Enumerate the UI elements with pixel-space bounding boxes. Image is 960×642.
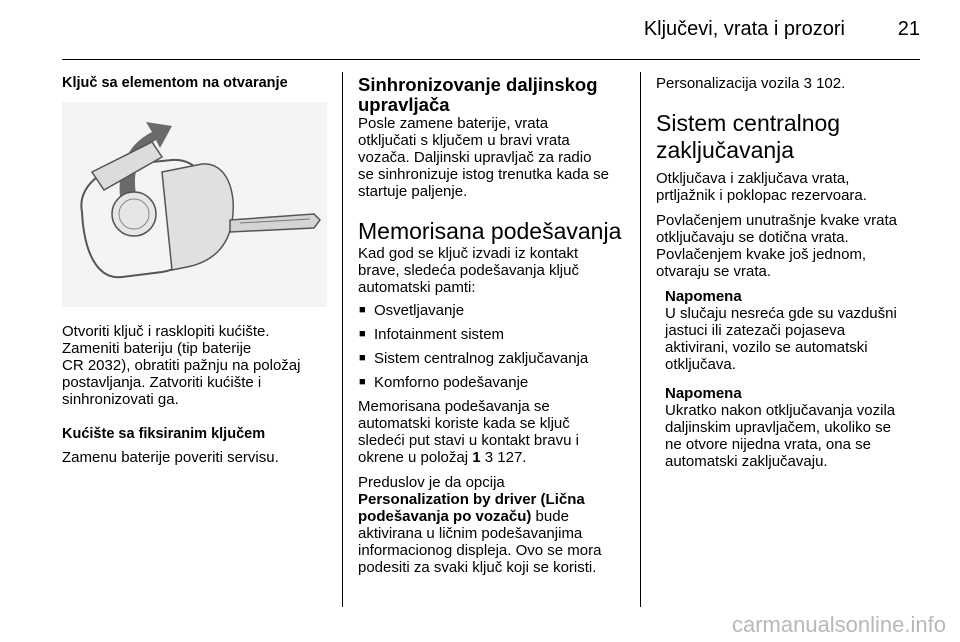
section-heading-memorized-settings: Memorisana podešavanja xyxy=(358,218,622,244)
memorized-settings-list xyxy=(358,302,626,391)
page-reference: 3 127. xyxy=(484,449,527,466)
column-2 xyxy=(358,75,626,576)
header-rule xyxy=(62,59,920,60)
column-1 xyxy=(62,75,327,466)
header-title: Ključevi, vrata i prozori xyxy=(643,18,845,40)
paragraph-battery-replacement: Otvoriti ključ i rasklopiti kućište. Zameniti bateriju (tip baterije CR 2032), obratiti pažnju na položaj postavljanja. Zatvoriti kućište i sinhronizovati ga. xyxy=(62,323,301,408)
column-divider-2 xyxy=(640,72,641,607)
note-airbag: Napomena U slučaju nesreća gde su vazdušni jastuci ili zatezači pojaseva aktivirani, vozilo se automatski otključava. xyxy=(665,288,897,373)
paragraph-central-locking: Otključava i zaključava vrata, prtljažnik i poklopac rezervoara. xyxy=(656,170,867,204)
paragraph-precondition: Preduslov je da opcija Personalization by driver (Lična podešavanja po vozaču) bude aktivirana u ličnim podešavanjima informacionog displeja. Ovo se mora podesiti za svaki ključ koji se koristi. xyxy=(358,474,602,576)
note-auto-relock: Napomena Ukratko nakon otključavanja vozila daljinskim upravljačem, ukoliko se ne otvore nijedna vrata, ona se automatski zaključavaju. xyxy=(665,385,896,470)
list-item: ■ Sistem centralnog zaključavanja xyxy=(358,350,626,367)
section-heading-fixed-key: Kućište sa fiksiranim ključem xyxy=(62,426,266,442)
page-header xyxy=(0,0,960,60)
paragraph-memorized-intro: Kad god se ključ izvadi iz kontakt brave, sledeća podešavanja ključ automatski pamti: xyxy=(358,245,579,296)
paragraph-service: Zamenu baterije poveriti servisu. xyxy=(62,449,279,466)
key-battery-illustration xyxy=(62,102,327,307)
list-item: ■ Komforno podešavanje xyxy=(358,374,626,391)
column-divider-1 xyxy=(342,72,343,607)
list-item: ■ Osvetljavanje xyxy=(358,302,626,319)
paragraph-door-handle: Povlačenjem unutrašnje kvake vrata otključavaju se dotična vrata. Povlačenjem kvake još jednom, otvaraju se vrata. xyxy=(656,212,897,280)
paragraph-memorized-usage: Memorisana podešavanja se automatski koriste kada se ključ sledeći put stavi u kontakt bravu i okrene u položaj 1 3 127. xyxy=(358,398,579,466)
paragraph-sync: Posle zamene baterije, vrata otključati s ključem u bravi vrata vozača. Daljinski upravljač za radio se sinhronizuje istog trenutka kada se startuje paljenje. xyxy=(358,115,609,200)
section-heading-remote-sync: Sinhronizovanje daljinskog upravljača xyxy=(358,74,598,115)
paragraph-personalization-ref: Personalizacija vozila 3 102. xyxy=(656,75,846,92)
watermark: carmanualsonline.info xyxy=(731,612,946,637)
column-3 xyxy=(656,75,922,470)
list-item: ■ Infotainment sistem xyxy=(358,326,626,343)
section-heading-central-locking: Sistem centralnog zaključavanja xyxy=(656,110,841,163)
page-number: 21 xyxy=(897,18,920,40)
section-heading-key-with-opening-element: Ključ sa elementom na otvaranje xyxy=(62,75,288,91)
